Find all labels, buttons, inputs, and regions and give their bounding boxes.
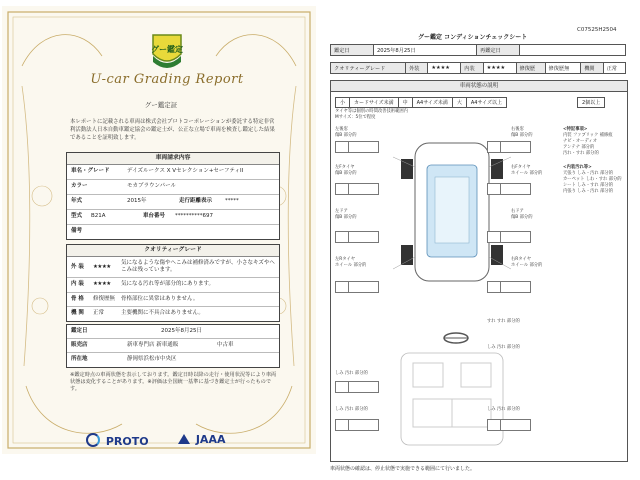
address-label: 所在地 xyxy=(71,356,88,362)
part-box xyxy=(487,183,531,195)
date-table xyxy=(330,44,626,56)
mech-label: 機 関 xyxy=(71,310,84,316)
part-box xyxy=(335,281,379,293)
sheet-ext-value: ★★★★ xyxy=(428,63,461,74)
frame-note: 骨格部位に異常はありません。 xyxy=(121,296,199,302)
grade-table xyxy=(330,62,626,74)
frame-label: 骨 格 xyxy=(71,296,84,302)
proto-logo-icon xyxy=(86,433,100,447)
sheet-mech-value: 正常 xyxy=(603,63,625,74)
part-left-rear-window: 左後窓 傷B 部分的 xyxy=(335,127,357,138)
certificate-notes: ※鑑定時点の車両状態を表示しております。鑑定日時以降の走行・使用状況等により車両状態は変化することがあります。※評価は全国統一基準に基づき鑑定士が行ったものです。 xyxy=(70,372,277,392)
part-right-rear-tire: 右Rタイヤ ホイール 部分的 xyxy=(511,257,543,268)
cert-date-label: 鑑定日 xyxy=(71,328,88,334)
model-value: デイズルークス X Vセレクション+セーフティII xyxy=(127,168,244,174)
exterior-label: 外 装 xyxy=(71,264,84,270)
sheet-date-label: 鑑定日 xyxy=(331,45,374,56)
scale-large-desc: A4サイズ以上 xyxy=(466,98,506,108)
sheet-int-value: ★★★★ xyxy=(483,63,516,74)
legend-note-1: タイヤ等は個別の時間改善技術範囲内 xyxy=(335,109,408,114)
interior-note: 気になる汚れ等が部分的にあります。 xyxy=(121,281,215,287)
part-box xyxy=(335,419,379,431)
part-box xyxy=(335,231,379,243)
frame-grade: 修復歴無 xyxy=(93,296,116,302)
interior-item: カーペット しわ・すれ 部分的 xyxy=(563,177,622,182)
part-box xyxy=(335,141,379,153)
sheet-repair-label: 修復歴 xyxy=(516,63,545,74)
color-label: カラー xyxy=(71,183,88,189)
equipment-item: 内装 ファブリック 補修痕 xyxy=(563,133,613,138)
part-right-door: 右ドア 傷B 部分的 xyxy=(511,209,533,220)
dealer-info-box xyxy=(66,324,280,368)
multi-count-table xyxy=(577,97,605,108)
part-left-front-tire: 左Fタイヤ 傷B 部分的 xyxy=(335,165,357,176)
lower-label: しみ 汚れ 部分的 xyxy=(335,371,368,376)
model-code-label: 型式 xyxy=(71,213,83,219)
quality-section-title: クオリティーグレード xyxy=(67,245,279,257)
sheet-repair-value: 修復歴無 xyxy=(545,63,581,74)
mileage-label: 走行距離表示 xyxy=(179,198,213,204)
certificate-intro: 本レポートに記載される車両は株式会社プロトコーポレーションが委託する特定非営利活動法人日本自動車鑑定協会の鑑定士が、公正な立場で車両を検査し鑑定した結果であることを証明致します。 xyxy=(70,119,275,141)
lower-label: しみ 汚れ 部分的 xyxy=(487,345,520,350)
scale-mid: 中 xyxy=(398,98,412,108)
mech-grade: 正常 xyxy=(93,310,105,316)
multi-count-label: 2個以上 xyxy=(578,98,605,108)
interior-item: 内張り しみ・汚れ 部分的 xyxy=(563,189,613,194)
scale-small-desc: カードサイズ未満 xyxy=(350,98,399,108)
exterior-stars: ★★★★ xyxy=(93,264,111,270)
part-right-rear-window: 右後窓 傷B 部分的 xyxy=(511,127,533,138)
recheck-value xyxy=(520,45,626,56)
interior-stars: ★★★★ xyxy=(93,281,111,287)
goo-badge-icon xyxy=(150,32,184,68)
address-value: 静岡県浜松市中央区 xyxy=(127,356,177,362)
equipment-item: ナビ・オーディオ xyxy=(563,139,598,144)
sheet-title: グー鑑定 コンディションチェックシート xyxy=(418,34,528,41)
year-label: 年式 xyxy=(71,198,83,204)
model-label: 車名・グレード xyxy=(71,168,110,174)
lower-label: すれ すれ 部分的 xyxy=(487,319,520,324)
quality-grade-box xyxy=(66,244,280,322)
sheet-date-value: 2025年8月25日 xyxy=(374,45,477,56)
equipment-item: 汚れ・すれ 部分的 xyxy=(563,151,599,156)
part-left-rear-tire: 左Rタイヤ ホイール 部分的 xyxy=(335,257,367,268)
jaaa-logo-icon xyxy=(178,434,190,444)
equipment-item: アンテナ 部分的 xyxy=(563,145,595,150)
part-box xyxy=(487,141,531,153)
condition-panel xyxy=(330,80,628,462)
mileage-value: ***** xyxy=(225,198,239,204)
interior-item: 天張り しみ・汚れ 部分的 xyxy=(563,171,613,176)
certificate-subtitle: グー鑑定証 xyxy=(144,101,178,109)
exterior-note: 気になるような傷やへこみは補修済みですが、小さなキズやへこみは残っています。 xyxy=(121,260,275,273)
cert-date-value: 2025年8月25日 xyxy=(161,328,202,334)
scale-mid-desc: A4サイズ未満 xyxy=(412,98,452,108)
sheet-int-label: 内装 xyxy=(461,63,483,74)
color-value: モカブラウンパール xyxy=(127,183,177,189)
interior-item: シート しみ・すれ 部分的 xyxy=(563,183,613,188)
part-box xyxy=(487,231,531,243)
dealer-place: 中古車 xyxy=(217,342,234,348)
jaaa-logo-text: JAAA xyxy=(195,433,226,446)
mech-note: 主要機関に不具合はありません。 xyxy=(121,310,204,316)
damage-scale-table xyxy=(335,97,507,108)
scale-small: 小 xyxy=(336,98,350,108)
interior-label: 内 装 xyxy=(71,281,84,287)
bottom-note: 車両状態の確認は、停止状態で実施できる範囲にて行いました。 xyxy=(330,466,476,472)
steering-wheel-icon xyxy=(441,331,471,345)
proto-logo-text: PROTO xyxy=(105,435,149,448)
chassis-value: **********697 xyxy=(175,213,213,219)
lower-label: しみ 汚れ 部分的 xyxy=(487,407,520,412)
proto-logo xyxy=(86,433,149,448)
year-value: 2015年 xyxy=(127,198,147,204)
sheet-quality-label: クオリティーグレード xyxy=(331,63,406,74)
vehicle-info-box xyxy=(66,152,280,240)
badge-text: グー鑑定 xyxy=(151,45,183,54)
part-box xyxy=(487,281,531,293)
part-box xyxy=(335,381,379,393)
interior-diagram-icon xyxy=(393,349,511,449)
car-diagram-icon xyxy=(393,137,511,287)
part-left-door: 左ドア 傷B 部分的 xyxy=(335,209,357,220)
part-box xyxy=(335,183,379,195)
lower-label: しみ 汚れ 部分的 xyxy=(335,407,368,412)
scale-large: 大 xyxy=(452,98,466,108)
dealer-label: 販売店 xyxy=(71,342,88,348)
model-code-value: B21A xyxy=(91,213,106,219)
sheet-mech-label: 機関 xyxy=(581,63,603,74)
remarks-label: 備考 xyxy=(71,228,83,234)
equipment-title: <特記事項> xyxy=(563,127,588,132)
chassis-label: 車台番号 xyxy=(143,213,166,219)
jaaa-logo xyxy=(178,433,225,446)
interior-title: <内装汚れ等> xyxy=(563,165,592,170)
sheet-code: C07525H2504 xyxy=(577,27,617,33)
dealer-value: 新車専門店 新車通販 xyxy=(127,342,179,348)
report-title: U-car Grading Report xyxy=(90,72,244,87)
grading-certificate xyxy=(2,6,316,454)
recheck-label: 再鑑定日 xyxy=(477,45,520,56)
part-box xyxy=(487,419,531,431)
sheet-ext-label: 外装 xyxy=(406,63,428,74)
condition-title: 車両状態の説明 xyxy=(331,81,627,92)
legend-note-2: Mサイズ：5位で程度 xyxy=(335,115,376,120)
part-right-front-tire: 右Fタイヤ ホイール 部分的 xyxy=(511,165,543,176)
vehicle-section-title: 車両請求内容 xyxy=(67,153,279,165)
